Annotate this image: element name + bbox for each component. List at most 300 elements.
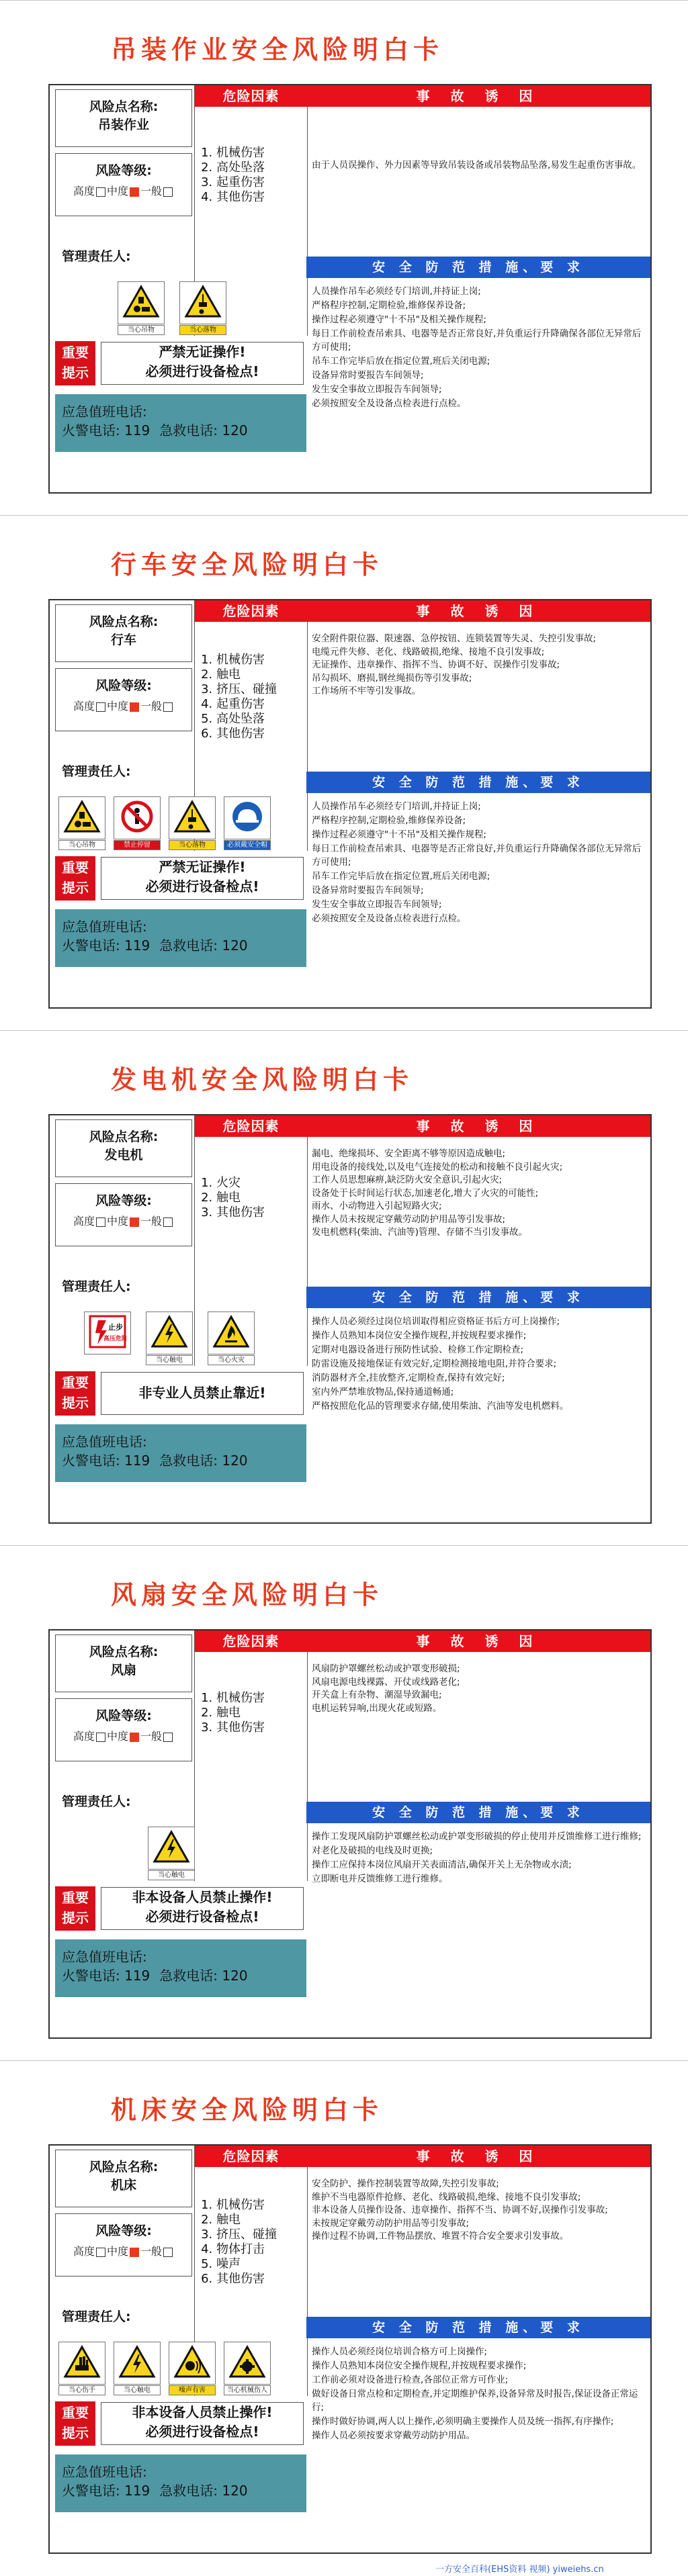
measure-item: 立即断电并反馈维修工进行维修。 xyxy=(312,1874,448,1884)
hazard-item: 3. 其他伤害 xyxy=(216,1205,265,1220)
safety-sign xyxy=(223,796,271,850)
hazard-item: 3. 其他伤害 xyxy=(216,1720,265,1735)
risk-level-option-label: 中度 xyxy=(106,2245,128,2258)
measure-item: 消防器材齐全,挂放整齐,定期检查,保持有效完好; xyxy=(312,1373,505,1383)
cause-header: 事 故 诱 因 xyxy=(306,1630,650,1652)
card-frame xyxy=(48,599,652,1009)
hazard-list xyxy=(202,1691,265,1735)
measure-header: 安 全 防 范 措 施、要 求 xyxy=(306,1802,650,1823)
risk-level-checkbox[interactable] xyxy=(130,187,139,197)
measure-item: 对老化及破损的电线及时更换; xyxy=(312,1845,433,1856)
aid-phone: 急救电话: 120 xyxy=(159,937,248,954)
manager-cell xyxy=(55,226,191,283)
risk-point-name: 机床 xyxy=(110,2178,136,2193)
risk-point-label: 风险点名称: xyxy=(89,614,159,629)
cause-item: 由于人员误操作、外力因素等导致吊装设备或吊装物品坠落,易发生起重伤害事故。 xyxy=(312,160,642,171)
manager-label: 管理责任人: xyxy=(62,1794,131,1809)
important-notice xyxy=(50,1883,306,1933)
manager-cell xyxy=(55,741,191,798)
cause-item: 未按规定穿戴劳动防护用品等引发事故; xyxy=(312,2217,470,2229)
measure-item: 人员操作吊车必须经专门培训,并持证上岗; xyxy=(312,286,481,297)
measure-body xyxy=(312,800,644,926)
risk-level-cell xyxy=(55,2213,192,2276)
risk-point-cell xyxy=(55,1119,192,1177)
cause-item: 风扇电源电线裸露、开仗或线路老化; xyxy=(312,1676,460,1688)
cause-item: 发电机燃料(柴油、汽油等)管理、存储不当引发事故。 xyxy=(312,1227,528,1238)
risk-level-checkbox[interactable] xyxy=(130,1217,139,1227)
risk-point-name: 行车 xyxy=(110,633,136,647)
risk-level-label: 风险等级: xyxy=(95,1193,152,1208)
risk-level-options xyxy=(56,2243,191,2258)
safety-sign xyxy=(223,2342,271,2395)
risk-level-checkbox[interactable] xyxy=(96,2248,105,2257)
aid-phone: 急救电话: 120 xyxy=(159,1453,248,1469)
hazard-item: 1. 火灾 xyxy=(216,1176,265,1191)
cause-column xyxy=(306,2146,650,2317)
risk-level-option-label: 高度 xyxy=(73,2245,95,2258)
risk-level-checkbox[interactable] xyxy=(163,1733,173,1742)
measure-item: 人员操作吊车必须经专门培训,并持证上岗; xyxy=(312,801,481,812)
risk-level-option-label: 中度 xyxy=(106,1730,128,1743)
important-tag: 重要 提示 xyxy=(55,2401,95,2446)
object-strike-icon xyxy=(63,800,101,836)
safety-signs xyxy=(50,2342,306,2398)
risk-level-option-label: 一般 xyxy=(140,700,163,712)
risk-level-checkbox[interactable] xyxy=(96,1217,105,1227)
sign-caption: 当心触电 xyxy=(146,1355,193,1365)
hazard-item: 4. 起重伤害 xyxy=(216,697,277,712)
card-title: 发电机安全风险明白卡 xyxy=(111,1065,414,1095)
cause-column xyxy=(306,600,650,772)
sign-caption: 必须戴安全帽 xyxy=(224,840,271,850)
sign-caption: 禁止停留 xyxy=(114,840,161,850)
sign-caption: 噪声有害 xyxy=(169,2385,216,2395)
hazard-header: 危险因素 xyxy=(195,600,307,622)
cause-item: 雨水、小动物进入引起短路火灾; xyxy=(312,1201,442,1211)
cause-body xyxy=(312,633,644,698)
measure-item: 防雷设施及接地保证有效完好,定期检测接地电阻,并符合要求; xyxy=(312,1359,557,1369)
sign-caption: 当心落物 xyxy=(169,840,216,850)
risk-point-label: 风险点名称: xyxy=(89,1645,159,1659)
safety-sign xyxy=(113,796,161,850)
risk-card xyxy=(0,1545,688,2061)
manager-label: 管理责任人: xyxy=(62,249,131,264)
measure-header: 安 全 防 范 措 施、要 求 xyxy=(306,257,650,278)
risk-level-cell xyxy=(55,153,192,216)
measure-item: 必须按照安全及设备点检表进行点检。 xyxy=(312,913,466,924)
sign-caption: 当心触电 xyxy=(114,2385,161,2395)
safety-signs xyxy=(50,281,306,338)
important-text: 非专业人员禁止靠近! xyxy=(101,1372,304,1415)
measure-item: 严格程序控制,定期检验,维修保养设备; xyxy=(312,815,466,826)
high-voltage-icon xyxy=(89,1315,126,1351)
cause-item: 安全附件限位器、限速器、急停按钮、连锁装置等失灵、失控引发事故; xyxy=(312,633,597,644)
measure-body xyxy=(312,1830,644,1886)
measure-item: 严格程序控制,定期检验,维修保养设备; xyxy=(312,300,466,311)
hazard-item: 6. 其他伤害 xyxy=(216,2272,277,2287)
helmet-icon xyxy=(228,800,266,836)
measure-item: 发生安全事故立即报告车间领导; xyxy=(312,384,442,395)
manager-label: 管理责任人: xyxy=(62,1279,131,1294)
card-frame xyxy=(48,84,652,494)
measure-item: 操作时做好协调,两人以上操作,必须明确主要操作人员及统一指挥,有序操作; xyxy=(312,2416,614,2427)
emergency-title: 应急值班电话: xyxy=(62,1434,147,1450)
hazard-item: 3. 起重伤害 xyxy=(216,175,265,190)
aid-phone: 急救电话: 120 xyxy=(159,422,248,439)
safety-sign xyxy=(207,1312,255,1365)
measure-item: 操作过程必须遵守"十不吊"及相关操作规程; xyxy=(312,829,486,840)
hazard-item: 2. 高处坠落 xyxy=(216,160,265,175)
cause-header: 事 故 诱 因 xyxy=(306,600,650,622)
risk-level-options xyxy=(56,183,191,198)
no-stand-icon xyxy=(118,800,156,836)
risk-level-checkbox[interactable] xyxy=(130,1733,139,1742)
safety-sign xyxy=(117,281,165,335)
sign-board xyxy=(169,2342,216,2385)
cause-item: 安全防护、操作控制装置等故障,失控引发事故; xyxy=(312,2178,499,2189)
manager-label: 管理责任人: xyxy=(62,764,131,779)
hazard-item: 4. 其他伤害 xyxy=(216,190,265,205)
safety-sign xyxy=(58,2342,106,2395)
sign-caption: 当心触电 xyxy=(148,1870,195,1880)
hoist-fall-icon xyxy=(173,800,211,836)
measure-body xyxy=(312,1315,644,1414)
risk-level-checkbox[interactable] xyxy=(163,1217,173,1227)
risk-level-label: 风险等级: xyxy=(95,1708,152,1723)
risk-level-option-label: 一般 xyxy=(140,1730,163,1743)
safety-signs xyxy=(50,1312,306,1368)
aid-phone: 急救电话: 120 xyxy=(159,2483,248,2499)
card-frame xyxy=(48,1629,652,2039)
hazard-item: 2. 触电 xyxy=(216,1191,265,1205)
hazard-item: 5. 噪声 xyxy=(216,2257,277,2272)
safety-sign xyxy=(168,796,216,850)
measure-item: 每日工作前检查吊索具、电器等是否正常良好,并负重运行升降确保各部位无异常后方可使用; xyxy=(312,843,642,868)
emergency-phones xyxy=(62,1966,306,1985)
cause-item: 漏电、绝缘损坏、安全距离不够等原因造成触电; xyxy=(312,1148,506,1159)
risk-point-label: 风险点名称: xyxy=(89,1130,159,1144)
measure-item: 操作工应保持本岗位风扇开关表面清洁,确保开关上无杂物或水渍; xyxy=(312,1859,572,1870)
hazard-item: 1. 机械伤害 xyxy=(216,2198,277,2213)
cause-item: 操作人员未按规定穿戴劳动防护用品等引发事故; xyxy=(312,1213,506,1225)
measure-item: 做好设备日常点检和定期检查,并定期维护保养,设备异常及时报告,保证设备正常运行; xyxy=(312,2389,638,2413)
measure-item: 操作人员熟知本岗位安全操作规程,并按规程要求操作; xyxy=(312,2360,527,2371)
measure-item: 室内外严禁堆放物品,保持通道畅通; xyxy=(312,1387,454,1397)
emergency-title: 应急值班电话: xyxy=(62,1949,147,1965)
risk-point-cell xyxy=(55,604,192,662)
safety-signs xyxy=(50,1827,306,1883)
aid-phone: 急救电话: 120 xyxy=(159,1968,248,1984)
object-strike-icon xyxy=(122,285,160,321)
fire-phone: 火警电话: 119 xyxy=(62,2483,150,2499)
risk-level-option-label: 中度 xyxy=(106,700,128,712)
risk-level-option-label: 中度 xyxy=(106,185,128,197)
risk-level-cell xyxy=(55,1698,192,1761)
risk-level-checkbox[interactable] xyxy=(96,187,105,197)
sign-board xyxy=(224,2342,271,2385)
hazard-item: 6. 其他伤害 xyxy=(216,727,277,741)
risk-point-cell xyxy=(55,2150,192,2207)
electric-shock-icon xyxy=(118,2345,156,2381)
sign-board xyxy=(58,2342,105,2385)
emergency-phones xyxy=(62,421,306,440)
risk-card xyxy=(0,515,688,1031)
hazard-item: 1. 机械伤害 xyxy=(216,146,265,160)
noise-icon xyxy=(173,2345,211,2381)
important-text: 严禁无证操作! 必须进行设备检点! xyxy=(101,342,304,385)
manager-cell xyxy=(55,1256,191,1313)
measure-header: 安 全 防 范 措 施、要 求 xyxy=(306,772,650,793)
emergency-contacts xyxy=(55,909,306,967)
safety-sign xyxy=(83,1312,132,1365)
risk-level-checkbox[interactable] xyxy=(163,187,173,197)
fire-phone: 火警电话: 119 xyxy=(62,1968,150,1984)
emergency-contacts xyxy=(55,2454,306,2512)
cause-item: 电机运转异响,出现火花或短路。 xyxy=(312,1702,442,1714)
card-frame xyxy=(48,1114,652,1524)
safety-sign xyxy=(58,796,106,850)
risk-level-option-label: 高度 xyxy=(73,1215,95,1228)
risk-card xyxy=(0,0,688,516)
cause-column xyxy=(306,1115,650,1287)
cause-column xyxy=(306,85,650,257)
safety-sign xyxy=(179,281,227,335)
measure-body xyxy=(312,285,644,411)
measure-item: 吊车工作完毕后放在指定位置,班后关闭电源; xyxy=(312,356,490,367)
cause-item: 用电设备的接线处,以及电气连接处的松动和接触不良引起火灾; xyxy=(312,1161,563,1172)
measure-item: 设备异常时要报告车间领导; xyxy=(312,370,424,381)
risk-level-option-label: 高度 xyxy=(73,1730,95,1743)
card-title: 机床安全风险明白卡 xyxy=(111,2095,384,2125)
risk-level-options xyxy=(56,1213,191,1228)
hazard-item: 3. 挤压、碰撞 xyxy=(216,2227,277,2242)
risk-level-checkbox[interactable] xyxy=(130,2248,139,2257)
risk-level-cell xyxy=(55,668,192,731)
emergency-title: 应急值班电话: xyxy=(62,2464,147,2480)
sign-caption: 当心吊物 xyxy=(58,840,105,850)
sign-board xyxy=(148,1827,195,1870)
important-tag: 重要 提示 xyxy=(55,1371,95,1416)
emergency-title: 应急值班电话: xyxy=(62,919,147,935)
cause-item: 开关盒上有杂物、潮湿导致漏电; xyxy=(312,1690,442,1700)
sign-caption: 当心火灾 xyxy=(208,1355,255,1365)
measure-item: 设备异常时要报告车间领导; xyxy=(312,885,424,896)
measure-item: 操作人员必须按要求穿戴劳动防护用品。 xyxy=(312,2430,475,2441)
risk-point-label: 风险点名称: xyxy=(89,99,159,114)
risk-level-options xyxy=(56,1728,191,1743)
cause-header: 事 故 诱 因 xyxy=(306,85,650,107)
important-tag: 重要 提示 xyxy=(55,856,95,901)
measure-item: 必须按照安全及设备点检表进行点检。 xyxy=(312,398,466,409)
hazard-item: 2. 触电 xyxy=(216,1706,265,1720)
measure-item: 操作过程必须遵守"十不吊"及相关操作规程; xyxy=(312,314,486,325)
risk-level-label: 风险等级: xyxy=(95,2223,152,2238)
risk-level-checkbox[interactable] xyxy=(96,702,105,712)
safety-sign xyxy=(145,1312,194,1365)
risk-point-cell xyxy=(55,1635,192,1692)
svg-text:高压危险: 高压危险 xyxy=(103,1336,126,1342)
hoist-fall-icon xyxy=(184,285,222,321)
cause-item: 工作人员思想麻痹,缺泛防火安全意识,引起火灾; xyxy=(312,1175,503,1185)
cause-item: 风扇防护罩螺丝松动或护罩变形破损; xyxy=(312,1663,460,1674)
risk-level-option-label: 高度 xyxy=(73,700,95,712)
risk-level-checkbox[interactable] xyxy=(130,702,139,712)
risk-level-label: 风险等级: xyxy=(95,678,152,693)
hazard-item: 2. 触电 xyxy=(216,2213,277,2227)
risk-card xyxy=(0,2060,688,2576)
measure-header: 安 全 防 范 措 施、要 求 xyxy=(306,1287,650,1308)
important-tag: 重要 提示 xyxy=(55,1886,95,1931)
sign-board xyxy=(114,2342,161,2385)
measure-item: 操作人员必须经过岗位培训取得相应资格证书后方可上岗操作; xyxy=(312,1316,560,1327)
hazard-list xyxy=(202,653,277,741)
important-text: 严禁无证操作! 必须进行设备检点! xyxy=(101,857,304,900)
safety-sign xyxy=(113,2342,161,2395)
electric-shock-icon xyxy=(150,1315,188,1351)
cause-body xyxy=(312,159,644,173)
electric-shock-icon xyxy=(153,1830,190,1866)
important-notice xyxy=(50,2398,306,2448)
hazard-item: 5. 高处坠落 xyxy=(216,712,277,727)
cause-body xyxy=(312,1148,644,1240)
card-title: 吊装作业安全风险明白卡 xyxy=(111,35,444,64)
sign-board xyxy=(58,796,105,839)
hazard-header: 危险因素 xyxy=(195,85,307,107)
card-frame xyxy=(48,2144,652,2554)
hazard-list xyxy=(202,1176,265,1220)
cause-item: 电缆元件失修、老化、线路破损,绝缘、接地不良引发事故; xyxy=(312,646,545,657)
footer-watermark[interactable]: 一方安全百科(EHS资料 视频) yiweiehs.cn xyxy=(435,2565,604,2575)
hazard-header: 危险因素 xyxy=(195,1630,307,1652)
cause-column xyxy=(306,1630,650,1802)
risk-point-name: 风扇 xyxy=(110,1663,136,1677)
emergency-phones xyxy=(62,1451,306,1470)
cause-item: 非本设备人员操作设备、违章操作、指挥不当、协调不好,误操作引发事故; xyxy=(312,2205,608,2215)
safety-sign xyxy=(168,2342,216,2395)
risk-level-cell xyxy=(55,1183,192,1246)
manager-cell xyxy=(55,2287,191,2343)
sign-board xyxy=(169,796,216,839)
risk-level-checkbox[interactable] xyxy=(163,702,173,712)
hazard-list xyxy=(202,2198,277,2287)
measure-item: 定期对电器设备进行预防性试验、检修工作定期检查; xyxy=(312,1344,524,1355)
risk-level-option-label: 一般 xyxy=(140,185,163,197)
cause-item: 维护不当电器原件抢修、老化、线路破损,绝缘、接地不良引发事故; xyxy=(312,2191,581,2203)
cause-item: 吊勾损坏、磨损,钢丝绳损伤等引发事故; xyxy=(312,672,472,684)
sign-board xyxy=(146,1312,193,1354)
cause-body xyxy=(312,1663,644,1715)
risk-level-option-label: 高度 xyxy=(73,185,95,197)
hazard-header: 危险因素 xyxy=(195,1115,307,1137)
sign-board xyxy=(179,281,226,324)
sign-board xyxy=(208,1312,255,1354)
risk-point-name: 发电机 xyxy=(104,1148,143,1162)
sign-caption: 当心机械伤人 xyxy=(224,2385,271,2395)
cause-header: 事 故 诱 因 xyxy=(306,1115,650,1137)
risk-level-option-label: 中度 xyxy=(106,1215,128,1228)
emergency-title: 应急值班电话: xyxy=(62,404,147,420)
emergency-phones xyxy=(62,2481,306,2500)
sign-caption: 当心落物 xyxy=(179,325,226,335)
important-notice xyxy=(50,1368,306,1418)
card-title: 风扇安全风险明白卡 xyxy=(111,1580,384,1610)
svg-text:止步: 止步 xyxy=(108,1323,123,1332)
emergency-contacts xyxy=(55,394,306,452)
cause-item: 工作场所不牢等引发事故。 xyxy=(312,686,421,696)
cause-item: 设备处于长时间运行状态,加速老化,增大了火灾的可能性; xyxy=(312,1187,539,1199)
gear-icon xyxy=(228,2345,266,2381)
risk-level-option-label: 一般 xyxy=(140,2245,163,2258)
risk-point-name: 吊装作业 xyxy=(97,118,149,132)
important-text: 非本设备人员禁止操作! 必须进行设备检点! xyxy=(101,1887,304,1930)
measure-item: 操作人员必须经岗位培训合格方可上岗操作; xyxy=(312,2346,488,2357)
measure-body xyxy=(312,2345,644,2443)
risk-level-options xyxy=(56,698,191,713)
sign-board xyxy=(118,281,165,324)
hazard-item: 4. 物体打击 xyxy=(216,2242,277,2257)
fire-phone: 火警电话: 119 xyxy=(62,1453,150,1469)
hazard-header: 危险因素 xyxy=(195,2146,307,2167)
risk-point-cell xyxy=(55,89,192,147)
important-notice xyxy=(50,338,306,387)
hazard-item: 3. 挤压、碰撞 xyxy=(216,682,277,697)
manager-label: 管理责任人: xyxy=(62,2309,131,2324)
cause-body xyxy=(312,2178,644,2244)
sign-board xyxy=(84,1312,131,1354)
measure-item: 操作人员熟知本岗位安全操作规程,并按规程要求操作; xyxy=(312,1330,527,1341)
sign-caption: 当心吊物 xyxy=(118,325,165,335)
safety-sign xyxy=(147,1827,196,1880)
fire-phone: 火警电话: 119 xyxy=(62,422,150,439)
emergency-phones xyxy=(62,936,306,955)
risk-level-checkbox[interactable] xyxy=(96,1733,105,1742)
risk-point-label: 风险点名称: xyxy=(89,2160,159,2174)
safety-signs xyxy=(50,796,306,853)
hazard-list xyxy=(202,146,265,205)
measure-header: 安 全 防 范 措 施、要 求 xyxy=(306,2317,650,2338)
hazard-item: 1. 机械伤害 xyxy=(216,1691,265,1706)
important-tag: 重要 提示 xyxy=(55,341,95,385)
important-text: 非本设备人员禁止操作! 必须进行设备检点! xyxy=(101,2402,304,2445)
cause-item: 操作过程不协调,工件物品摆放、堆置不符合安全要求引发事故。 xyxy=(312,2231,569,2242)
risk-level-label: 风险等级: xyxy=(95,163,152,178)
card-title: 行车安全风险明白卡 xyxy=(111,550,384,580)
hazard-item: 2. 触电 xyxy=(216,668,277,682)
risk-level-option-label: 一般 xyxy=(140,1215,163,1228)
manager-cell xyxy=(55,1772,191,1828)
cause-header: 事 故 诱 因 xyxy=(306,2146,650,2167)
cause-item: 无证操作、违章操作、指挥不当、协调不好、误操作引发事故; xyxy=(312,659,560,670)
risk-level-checkbox[interactable] xyxy=(163,2248,173,2257)
emergency-contacts xyxy=(55,1939,306,1997)
sign-board xyxy=(114,796,161,839)
hazard-item: 1. 机械伤害 xyxy=(216,653,277,668)
risk-card xyxy=(0,1030,688,1546)
important-notice xyxy=(50,853,306,903)
sign-caption: 当心伤手 xyxy=(58,2385,105,2395)
fire-phone: 火警电话: 119 xyxy=(62,937,150,954)
measure-item: 每日工作前检查吊索具、电器等是否正常良好,并负重运行升降确保各部位无异常后方可使用; xyxy=(312,328,642,353)
measure-item: 操作工发现风扇防护罩螺丝松动或护罩变形破损的停止使用并反馈维修工进行维修; xyxy=(312,1831,642,1842)
hand-crush-icon xyxy=(63,2345,101,2381)
fire-icon xyxy=(212,1315,250,1351)
emergency-contacts xyxy=(55,1424,306,1482)
measure-item: 工作前必须对设备进行检查,各部位正常方可作业; xyxy=(312,2375,509,2385)
sign-board xyxy=(224,796,271,839)
measure-item: 严格按照危化品的管理要求存储,使用柴油、汽油等发电机燃料。 xyxy=(312,1401,569,1412)
measure-item: 发生安全事故立即报告车间领导; xyxy=(312,899,442,910)
measure-item: 吊车工作完毕后放在指定位置,班后关闭电源; xyxy=(312,871,490,882)
